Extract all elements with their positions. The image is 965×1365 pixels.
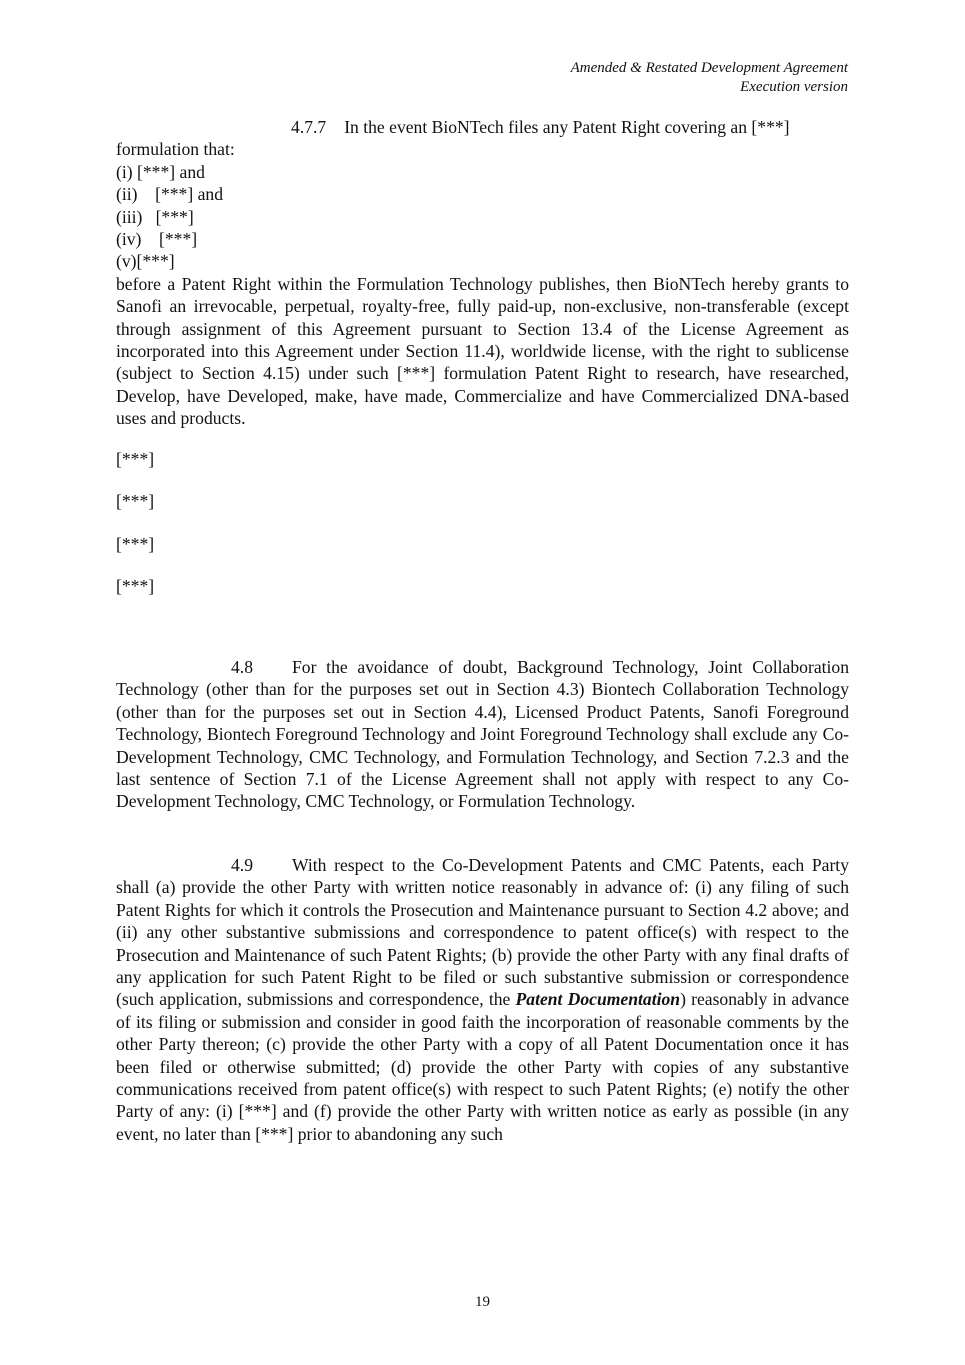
redaction-marker: [***]: [116, 491, 155, 512]
redaction-marker: [***]: [116, 576, 155, 597]
section-4-7-7-cont: formulation that:: [116, 139, 235, 160]
section-4-7-7-number: 4.7.7: [291, 117, 327, 137]
section-4-8-paragraph: [116, 656, 849, 813]
section-4-9: [116, 854, 849, 1145]
redaction-list: [116, 448, 849, 598]
list-item: (iii) [***]: [116, 206, 194, 227]
section-4-9-text-a: With respect to the Co-Development Patents and CMC Patents, each Party shall (a) provide the other Party with written notice reasonably in advance of: (i) any filing of such Patent Rights for which it controls the Prosecution and Maintenance pursuant to Section 4.2 above; and (ii) any other substantive submissions and correspondence to patent office(s) with respect to the Prosecution and Maintenance of such Patent Rights; (b) provide the other Party with any final drafts of any application for such Patent Right to be filed or such substantive submission or correspondence (such application, submissions and correspondence, the: [116, 855, 849, 1010]
section-4-7-7: [116, 116, 849, 430]
page-number: 19: [475, 1294, 490, 1310]
section-4-8-text: For the avoidance of doubt, Background Technology, Joint Collaboration Technology (other than for the purposes set out in Section 4.3) Biontech Collaboration Technology (other than for the purposes set out in Section 4.4), Licensed Product Patents, Sanofi Foreground Technology, Biontech Foreground Technology and Joint Foreground Technology shall exclude any Co-Development Technology, CMC Technology, and Formulation Technology, and Section 7.2.3 and the last sentence of Section 7.1 of the License Agreement shall not apply with respect to any Co-Development Technology, CMC Technology, or Formulation Technology.: [116, 657, 849, 812]
redaction-marker: [***]: [116, 449, 155, 469]
list-item: (v)[***]: [116, 251, 175, 272]
list-item: (ii) [***] and: [116, 184, 223, 205]
section-4-8: [116, 656, 849, 813]
running-header: [571, 59, 848, 97]
list-item: (i) [***] and: [116, 161, 205, 182]
section-4-7-7-lead-line: [116, 116, 849, 138]
section-4-9-paragraph: [116, 854, 849, 1145]
section-4-9-text-b: ) reasonably in advance of its filing or submission and consider in good faith the incorporation of reasonable comments by the other Party thereon; (c) provide the other Party with a copy of all Patent Documentation once it has been filed or otherwise submitted; (d) provide the other Party with copies of any substantive communications received from patent office(s) with respect to such Patent Rights; (e) notify the other Party of any: (i) [***] and (f) provide the other Party with written notice as early as possible (in any event, no later than [***] prior to abandoning any such: [116, 989, 850, 1144]
list-item: (iv) [***]: [116, 229, 198, 250]
header-version: Execution version: [740, 79, 848, 95]
redaction-marker: [***]: [116, 533, 155, 554]
header-title: Amended & Restated Development Agreement: [570, 60, 848, 76]
section-4-7-7-lead: In the event BioNTech files any Patent Right covering an [***]: [344, 117, 790, 137]
section-4-7-7-body: before a Patent Right within the Formulation Technology publishes, then BioNTech hereby grants to Sanofi an irrevocable, perpetual, royalty-free, fully paid-up, non-exclusive, non-transferable (except through assignment of this Agreement pursuant to Section 13.4 of the License Agreement as incorporated into this Agreement under Section 11.4), worldwide license, with the right to sublicense (subject to Section 4.15) under such [***] formulation Patent Right to research, have researched, Develop, have Developed, make, have made, Commercialize and have Commercialized DNA-based uses and products.: [116, 273, 849, 429]
section-4-8-number: 4.8: [231, 657, 253, 677]
defined-term-patent-documentation: Patent Documentation: [515, 989, 681, 1010]
section-4-9-number: 4.9: [231, 855, 253, 875]
